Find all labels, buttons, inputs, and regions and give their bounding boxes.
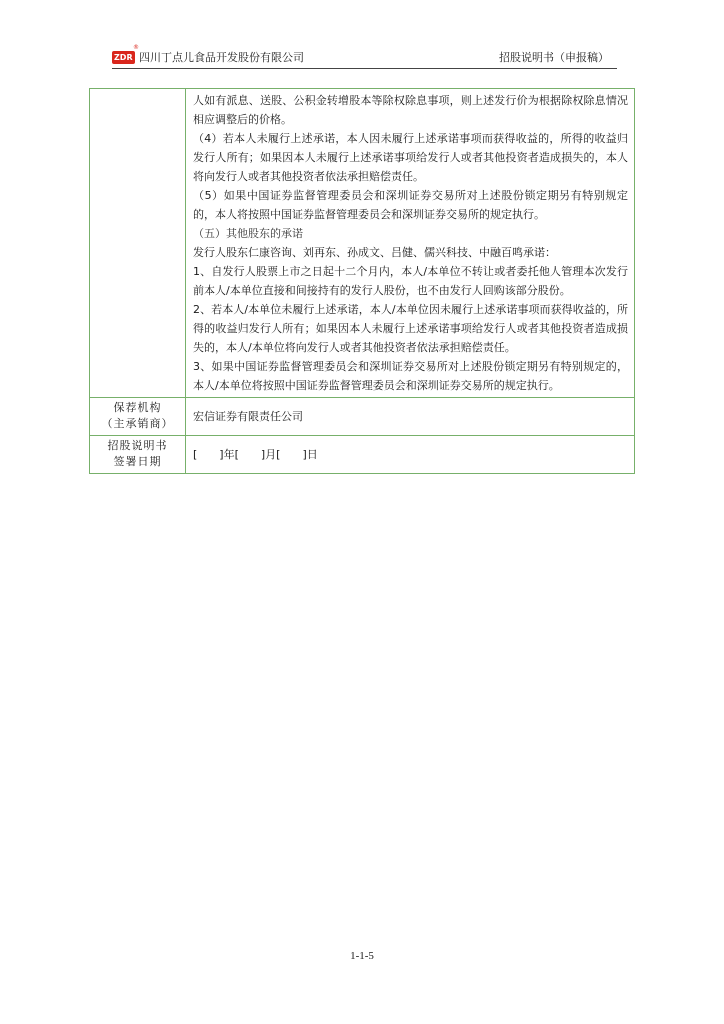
page-number: 1-1-5	[350, 950, 374, 962]
paragraph: 人如有派息、送股、公积金转增股本等除权除息事项，则上述发行价为根据除权除息情况相应调整后的价格。	[193, 94, 628, 126]
section-heading: （五）其他股东的承诺	[193, 227, 303, 240]
paragraph: 1、自发行人股票上市之日起十二个月内，本人/本单位不转让或者委托他人管理本次发行前本人/本单位直接和间接持有的发行人股份，也不由发行人回购该部分股份。	[193, 265, 628, 297]
date-label-line2: 签署日期	[113, 455, 162, 468]
logo-text: ZDR	[114, 53, 133, 62]
table-row-commitments	[90, 89, 635, 398]
table-row-sponsor	[90, 398, 635, 436]
date-label	[90, 436, 186, 474]
sponsor-label-line2: （主承销商）	[101, 417, 174, 430]
registered-mark: ®	[133, 44, 139, 51]
company-name: 四川丁点儿食品开发股份有限公司	[139, 51, 304, 64]
paragraph: （4）若本人未履行上述承诺，本人因未履行上述承诺事项而获得收益的，所得的收益归发行人所有；如果因本人未履行上述承诺事项给发行人或者其他投资者造成损失的，本人将向发行人或者其他投资者依法承担赔偿责任。	[193, 132, 628, 183]
commitments-cell	[186, 89, 635, 398]
empty-label-cell	[90, 89, 186, 398]
sponsor-label	[90, 398, 186, 436]
prospectus-table	[89, 88, 635, 474]
date-value: [ ]年[ ]月[ ]日	[186, 436, 635, 474]
company-logo	[112, 51, 135, 64]
table-row-date	[90, 436, 635, 474]
paragraph: （5）如果中国证券监督管理委员会和深圳证券交易所对上述股份锁定期另有特别规定的，本人将按照中国证券监督管理委员会和深圳证券交易所的规定执行。	[193, 189, 628, 221]
date-label-line1: 招股说明书	[107, 439, 168, 452]
paragraph: 3、如果中国证券监督管理委员会和深圳证券交易所对上述股份锁定期另有特别规定的，本人/本单位将按照中国证券监督管理委员会和深圳证券交易所的规定执行。	[193, 360, 628, 392]
header-divider	[112, 68, 617, 69]
paragraph: 2、若本人/本单位未履行上述承诺，本人/本单位因未履行上述承诺事项而获得收益的，所得的收益归发行人所有；如果因本人未履行上述承诺事项给发行人或者其他投资者造成损失的，本人/本单位将向发行人或者其他投资者依法承担赔偿责任。	[193, 303, 628, 354]
sponsor-label-line1: 保荐机构	[113, 401, 162, 414]
document-title: 招股说明书（申报稿）	[499, 51, 609, 64]
paragraph: 发行人股东仁康咨询、刘再东、孙成文、吕健、儒兴科技、中融百鸣承诺：	[193, 246, 556, 259]
sponsor-value: 宏信证券有限责任公司	[186, 398, 635, 436]
page-header	[112, 44, 617, 68]
